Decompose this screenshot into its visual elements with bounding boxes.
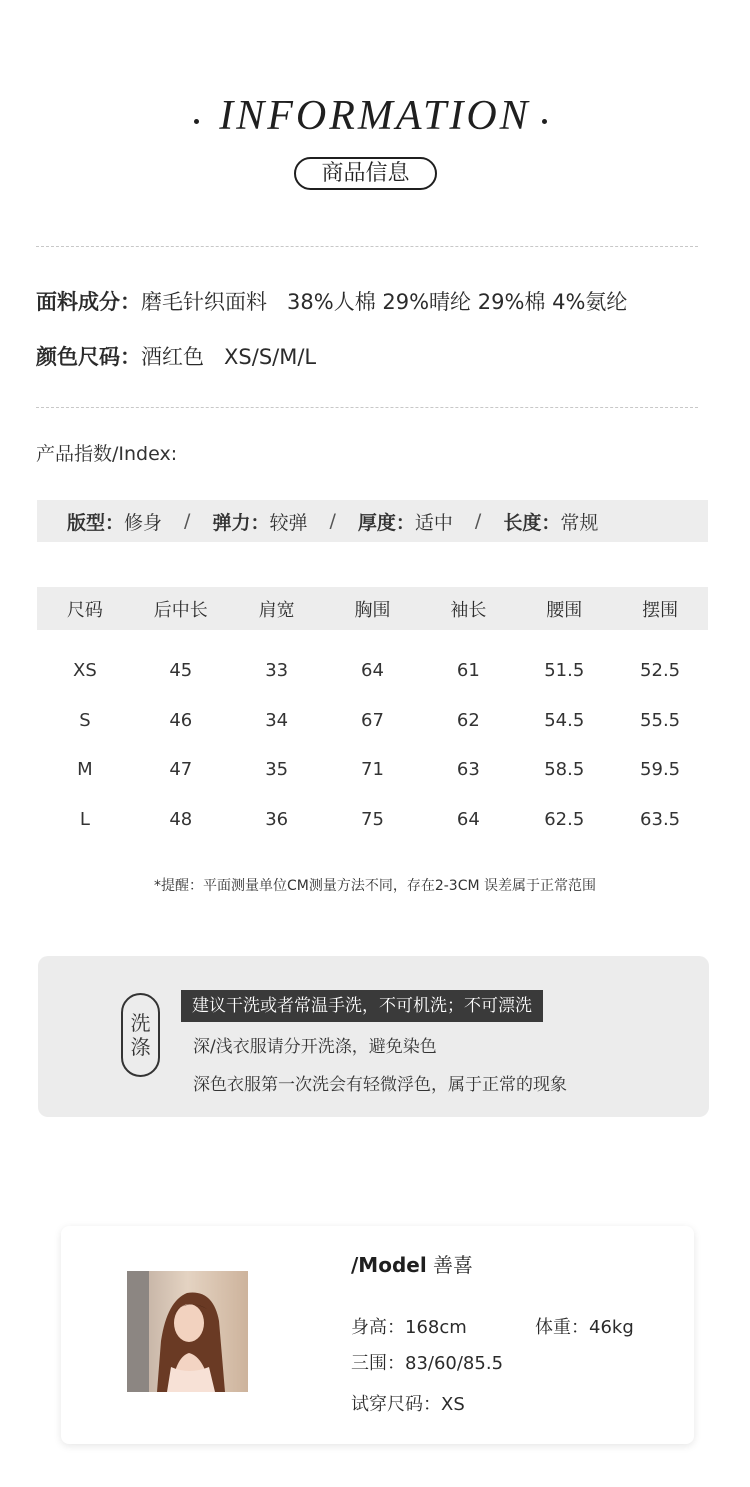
header-cell: 袖长 [450,599,487,621]
wash-line-3: 深色衣服第一次洗会有轻微浮色，属于正常的现象 [193,1075,567,1095]
table-cell: 48 [169,808,193,830]
attr-value-fit: 修身 [124,511,163,534]
table-cell: XS [73,660,97,682]
divider-middle [36,407,698,408]
color-value: 酒红色 XS/S/M/L [141,345,317,369]
model-weight: 体重：46kg [535,1317,634,1338]
attr-key-thickness: 厚度： [357,511,415,534]
divider-top [36,246,698,247]
wash-line-2: 深/浅衣服请分开洗涤，避免染色 [193,1037,437,1057]
model-name: 善喜 [433,1253,474,1277]
wash-badge-line2: 涤 [130,1035,151,1059]
model-title [351,1249,473,1278]
wash-card [38,956,709,1117]
attr-separator: / [474,510,482,532]
table-cell: 63.5 [640,808,681,830]
attr-separator: / [184,510,191,532]
table-cell: 54.5 [544,709,585,731]
wash-badge [121,993,160,1077]
table-cell: L [79,808,90,830]
size-table-body [37,630,708,844]
attribute-bar [37,500,708,542]
model-title-label: /Model [351,1253,427,1277]
table-cell: S [79,709,91,731]
table-cell: 35 [265,759,289,781]
wash-badge-line1: 洗 [130,1011,151,1035]
table-cell: 34 [265,709,289,731]
table-cell: 47 [169,759,193,781]
table-cell: M [77,759,93,781]
attr-key-stretch: 弹力： [212,511,270,534]
table-cell: 58.5 [544,759,585,781]
index-label: 产品指数/Index: [36,443,178,465]
table-cell: 52.5 [640,660,681,682]
attr-value-length: 常规 [560,511,599,534]
attr-value-thickness: 适中 [414,511,453,534]
header-cell: 胸围 [354,599,391,621]
wash-highlight: 建议干洗或者常温手洗，不可机洗；不可漂洗 [181,990,543,1022]
table-cell: 51.5 [544,660,585,682]
hero-header [0,92,750,142]
fabric-key: 面料成分： [36,290,141,314]
measurement-note: *提醒：平面测量单位CM测量方法不同，存在2-3CM 误差属于正常范围 [153,878,597,894]
header-cell: 后中长 [153,599,208,621]
fabric-value: 磨毛针织面料 38%人棉 29%晴纶 29%棉 4%氨纶 [141,290,628,314]
table-cell: 62 [456,709,480,731]
attr-separator: / [329,510,336,532]
page-title: INFORMATION [219,93,531,139]
table-cell: 67 [361,709,384,731]
decor-dot-left [194,119,199,124]
table-cell: 36 [265,808,289,830]
header-cell: 腰围 [546,599,583,621]
model-measurements: 三围：83/60/85.5 [351,1353,504,1374]
model-size: 试穿尺码：XS [351,1394,465,1415]
size-table [37,587,708,844]
table-cell: 64 [361,660,384,682]
size-table-header [37,587,708,630]
table-cell: 61 [456,660,480,682]
table-cell: 71 [361,759,384,781]
attr-value-stretch: 较弹 [269,511,308,534]
model-height: 身高：168cm [351,1317,467,1338]
table-cell: 59.5 [640,759,681,781]
table-cell: 46 [169,709,193,731]
table-cell: 33 [265,660,289,682]
table-cell: 45 [169,660,193,682]
table-cell: 75 [361,808,384,830]
table-row [37,646,708,696]
attr-key-length: 长度： [503,511,561,534]
table-row [37,795,708,845]
header-cell: 尺码 [66,599,103,621]
color-key: 颜色尺码： [36,345,141,369]
table-row [37,745,708,795]
decor-dot-right [542,119,547,124]
table-cell: 63 [456,759,480,781]
table-row [37,696,708,746]
section-badge: 商品信息 [294,157,437,190]
table-cell: 64 [456,808,480,830]
table-cell: 55.5 [640,709,681,731]
header-cell: 肩宽 [258,599,295,621]
fabric-row [36,286,627,316]
color-row [36,341,316,371]
model-photo [127,1271,248,1392]
model-card [61,1226,694,1444]
table-cell: 62.5 [544,808,585,830]
model-photo-illustration [127,1271,248,1392]
attr-key-fit: 版型： [67,511,125,534]
header-cell: 摆围 [642,599,679,621]
